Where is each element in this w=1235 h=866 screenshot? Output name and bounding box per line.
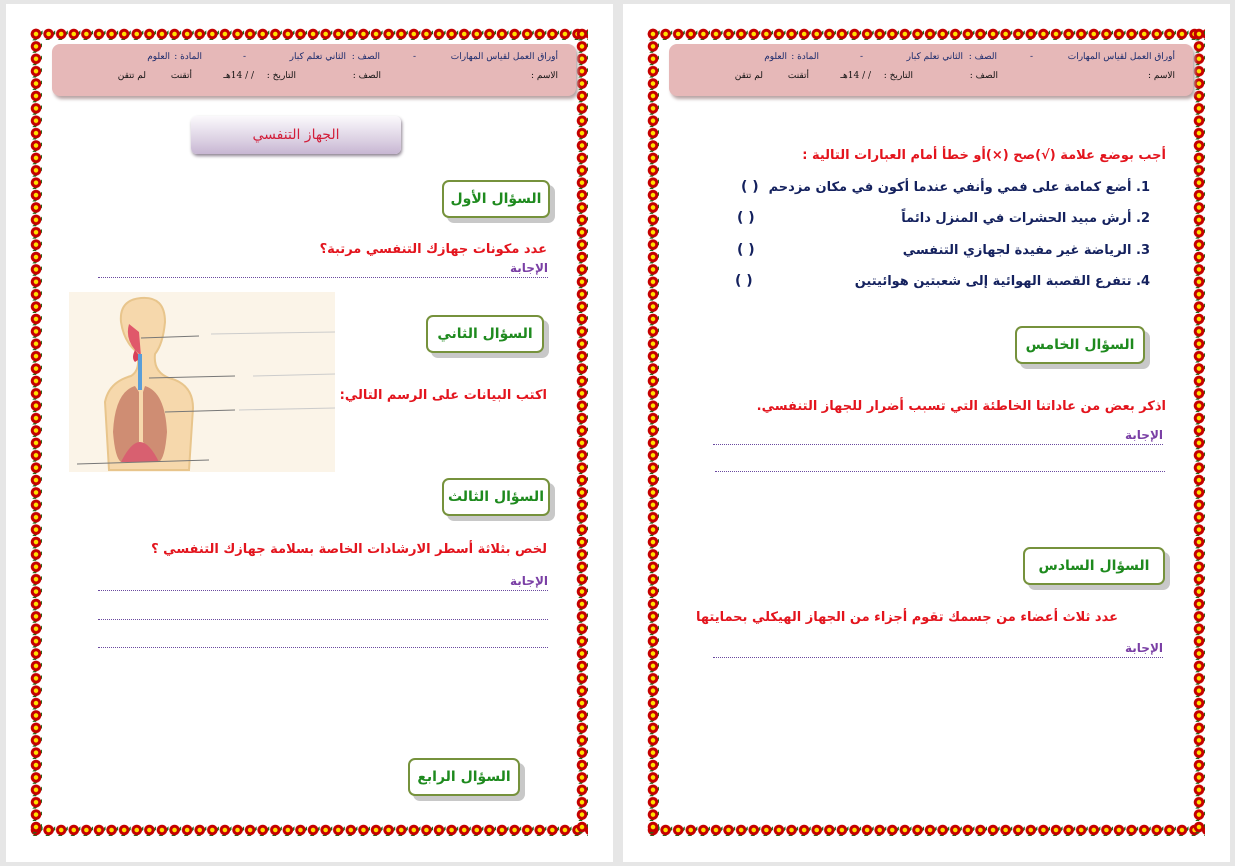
separator: -	[412, 52, 416, 62]
tf-answer-parens[interactable]: ( )	[741, 179, 759, 195]
question-3-text: لخص بثلاثة أسطر الارشادات الخاصة بسلامة جهازك التنفسي ؟	[151, 542, 547, 557]
tf-answer-parens[interactable]: ( )	[737, 210, 755, 226]
answer-line[interactable]	[98, 261, 548, 278]
unit-title: الجهاز التنفسي	[191, 116, 401, 154]
subject-value: العلوم	[764, 52, 787, 62]
name-label: الاسم :	[530, 71, 558, 81]
answer-dotted-line[interactable]	[715, 470, 1165, 472]
date-label: التاريخ :	[266, 71, 296, 81]
question-2-text: اكتب البيانات على الرسم التالي:	[339, 388, 547, 403]
date-label: التاريخ :	[883, 71, 913, 81]
answer-line[interactable]	[713, 641, 1163, 658]
respiratory-system-diagram	[69, 292, 335, 472]
subject-label: المادة :	[791, 52, 819, 62]
question-1-text: عدد مكونات جهازك التنفسي مرتبة؟	[319, 242, 547, 257]
answer-label: الإجابة	[1125, 428, 1163, 442]
tf-item: 4. تتفرع القصبة الهوائية إلى شعبتين هوائيتين	[854, 274, 1150, 289]
date-value: / / 14هـ	[223, 71, 254, 81]
grade-label: الصف :	[351, 52, 380, 62]
question-2-heading: السؤال الثاني	[426, 315, 544, 353]
grade-value: الثاني تعلم كبار	[289, 52, 346, 62]
answer-label: الإجابة	[510, 261, 548, 275]
separator: -	[242, 52, 246, 62]
tf-item: 1. أضع كمامة على فمي وأنفي عندما أكون في مكان مزدحم	[768, 180, 1150, 195]
not-mastered-label: لم تتقن	[117, 71, 146, 81]
class-label: الصف :	[352, 71, 381, 81]
worksheet-title: أوراق العمل لقياس المهارات	[450, 52, 558, 62]
name-label: الاسم :	[1147, 71, 1175, 81]
tf-item: 2. أرش مبيد الحشرات في المنزل دائماً	[901, 211, 1150, 226]
question-6-heading: السؤال السادس	[1023, 547, 1165, 585]
flower-border-bottom	[647, 824, 1205, 836]
answer-line[interactable]	[713, 428, 1163, 445]
subject-label: المادة :	[174, 52, 202, 62]
subject-value: العلوم	[147, 52, 170, 62]
separator: -	[859, 52, 863, 62]
flower-border-bottom	[30, 824, 588, 836]
question-6-text: عدد ثلاث أعضاء من جسمك تقوم أجزاء من الجهاز الهيكلي بحمايتها	[695, 610, 1118, 625]
respiratory-diagram-icon	[69, 292, 335, 472]
grade-label: الصف :	[968, 52, 997, 62]
header-band	[669, 44, 1193, 96]
tf-answer-parens[interactable]: ( )	[737, 242, 755, 258]
worksheet-title: أوراق العمل لقياس المهارات	[1067, 52, 1175, 62]
flower-border-top	[30, 28, 588, 40]
answer-dotted-line[interactable]	[98, 618, 548, 620]
answer-label: الإجابة	[510, 574, 548, 588]
mastered-label: أتقنت	[170, 71, 192, 81]
class-label: الصف :	[969, 71, 998, 81]
question-5-text: اذكر بعض من عاداتنا الخاطئة التي تسبب أضرار للجهاز التنفسي.	[756, 399, 1166, 414]
question-5-heading: السؤال الخامس	[1015, 326, 1145, 364]
worksheet-page-left	[6, 4, 613, 862]
flower-border-right	[1193, 28, 1205, 834]
worksheet-page-right	[623, 4, 1230, 862]
answer-line[interactable]	[98, 574, 548, 591]
grade-value: الثاني تعلم كبار	[906, 52, 963, 62]
mastered-label: أتقنت	[787, 71, 809, 81]
flower-border-left	[647, 28, 659, 834]
question-3-heading: السؤال الثالث	[442, 478, 550, 516]
true-false-instruction: أجب بوضع علامة (√)صح (×)أو خطأ أمام العبارات التالية :	[802, 148, 1166, 163]
flower-border-top	[647, 28, 1205, 40]
separator: -	[1029, 52, 1033, 62]
answer-dotted-line[interactable]	[98, 646, 548, 648]
tf-item: 3. الرياضة غير مفيدة لجهازي التنفسي	[902, 243, 1150, 258]
flower-border-left	[30, 28, 42, 834]
header-band	[52, 44, 576, 96]
question-1-heading: السؤال الأول	[442, 180, 550, 218]
tf-answer-parens[interactable]: ( )	[735, 273, 753, 289]
date-value: / / 14هـ	[840, 71, 871, 81]
not-mastered-label: لم تتقن	[734, 71, 763, 81]
flower-border-right	[576, 28, 588, 834]
question-4-heading: السؤال الرابع	[408, 758, 520, 796]
answer-label: الإجابة	[1125, 641, 1163, 655]
